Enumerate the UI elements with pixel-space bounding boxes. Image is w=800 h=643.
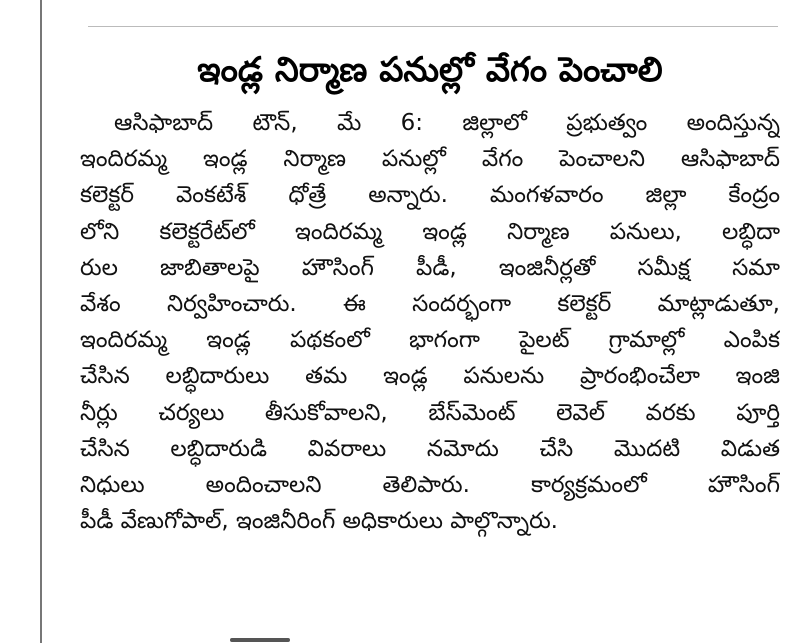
article-line: చేసిన లబ్ధిదారుడి వివరాలు నమోదు చేసి మొదటి విడుత bbox=[80, 435, 780, 462]
article-line: కలెక్టర్ వెంకటేశ్ ధోత్రే అన్నారు. మంగళవారం జిల్లా కేంద్రం bbox=[80, 182, 780, 209]
article-line: ఇందిరమ్మ ఇండ్ల పథకంలో భాగంగా పైలట్ గ్రామాల్లో ఎంపిక bbox=[80, 327, 780, 354]
article-body bbox=[80, 105, 780, 539]
top-divider bbox=[88, 26, 778, 27]
cropped-previous-article-line bbox=[90, 0, 520, 14]
article-line: పీడీ వేణుగోపాల్, ఇంజినీరింగ్ అధికారులు పాల్గొన్నారు. bbox=[80, 508, 558, 535]
article-line: ఆసిఫాబాద్ టౌన్, మే 6: జిల్లాలో ప్రభుత్వం అందిస్తున్న bbox=[114, 110, 780, 136]
article-line: ఇందిరమ్మ ఇండ్ల నిర్మాణ పనుల్లో వేగం పెంచాలని ఆసిఫాబాద్ bbox=[80, 146, 780, 173]
article-line: నిధులు అందించాలని తెలిపారు. కార్యక్రమంలో హౌసింగ్ bbox=[80, 471, 780, 498]
article-line: నీర్లు చర్యలు తీసుకోవాలని, బేస్‌మెంట్ లెవెల్ వరకు పూర్తి bbox=[80, 399, 780, 426]
article-line: లోని కలెక్టరేట్‌లో ఇందిరమ్మ ఇండ్ల నిర్మాణ పనులు, లబ్ధిదా bbox=[80, 218, 780, 245]
page-edge-divider bbox=[40, 0, 42, 643]
article-line: రుల జాబితాలపై హౌసింగ్ పీడీ, ఇంజినీర్లతో సమీక్ష సమా bbox=[80, 254, 780, 281]
article-line: వేశం నిర్వహించారు. ఈ సందర్భంగా కలెక్టర్ మాట్లాడుతూ, bbox=[80, 290, 780, 317]
article-line: చేసిన లబ్ధిదారులు తమ ఇండ్ల పనులను ప్రారంభించేలా ఇంజి bbox=[80, 363, 780, 390]
article-headline: ఇండ్ల నిర్మాణ పనుల్లో వేగం పెంచాలి bbox=[197, 50, 663, 90]
cropped-next-article-mark bbox=[230, 630, 350, 643]
